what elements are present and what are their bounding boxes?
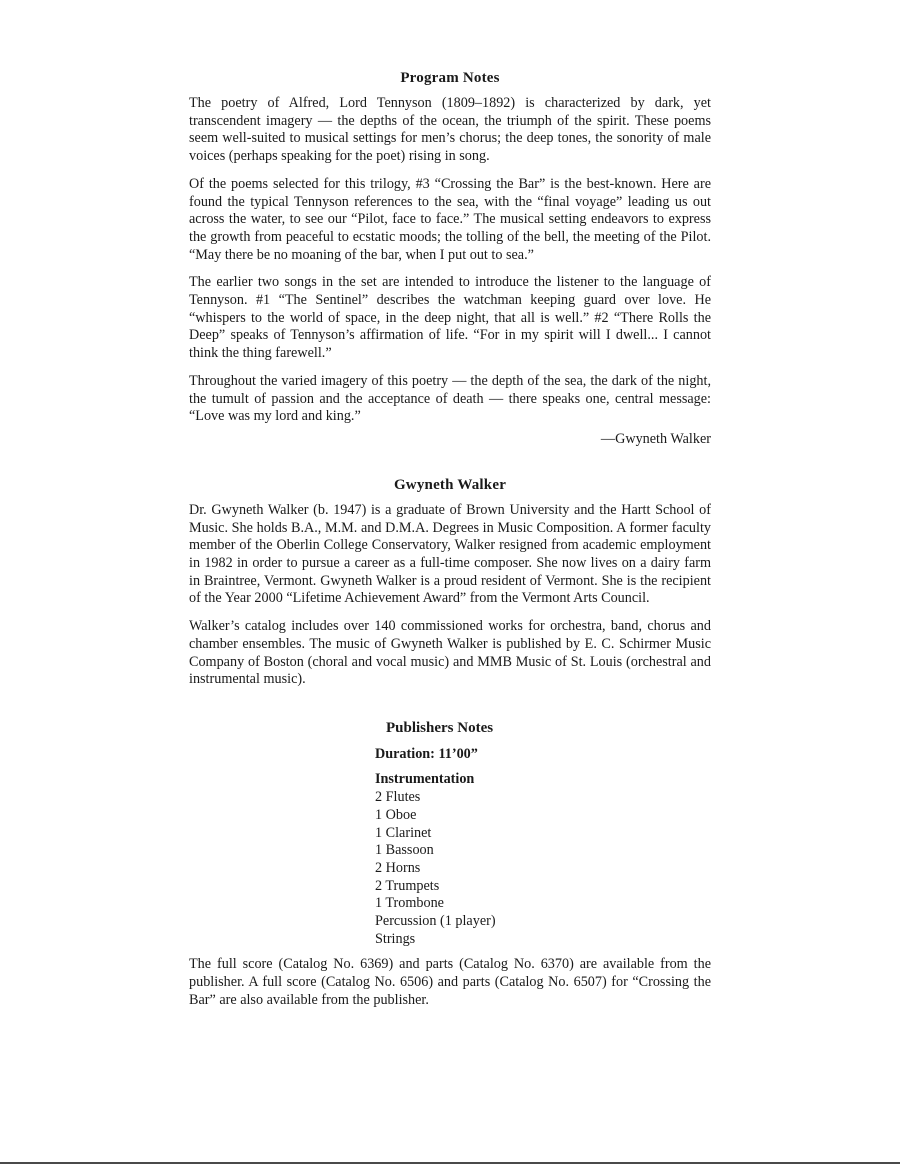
document-page [189, 70, 711, 1020]
biography-paragraph: Walker’s catalog includes over 140 commissioned works for orchestra, band, chorus and chamber ensembles. The music of Gwyneth Walker is published by E. C. Schirmer Music Company of Boston (choral and vocal music) and MMB Music of St. Louis (orchestral and instrumental music). [189, 618, 711, 688]
instrument-item: 1 Trombone [375, 895, 444, 912]
instrument-item: 1 Bassoon [375, 842, 434, 859]
program-notes-paragraph: Throughout the varied imagery of this poetry — the depth of the sea, the dark of the night, the tumult of passion and the acceptance of death — there speaks one, central message: “Love was my lord and king.” [189, 372, 711, 425]
instrument-list [375, 789, 711, 948]
biography-paragraph: Dr. Gwyneth Walker (b. 1947) is a graduate of Brown University and the Hartt School of Music. She holds B.A., M.M. and D.M.A. Degrees in Music Composition. A former faculty member of the Oberlin College Conservatory, Walker resigned from academic employment in 1982 in order to pursue a career as a full-time composer. She now lives on a dairy farm in Braintree, Vermont. Gwyneth Walker is a proud resident of Vermont. She is the recipient of the Year 2000 “Lifetime Achievement Award” from the Vermont Arts Council. [189, 501, 711, 607]
program-notes-heading: Program Notes [400, 70, 500, 86]
author-signature: —Gwyneth Walker [600, 430, 711, 447]
publishers-notes-heading: Publishers Notes [386, 719, 494, 736]
instrument-item: Percussion (1 player) [375, 913, 496, 930]
program-notes-section [189, 70, 711, 448]
program-notes-paragraph: Of the poems selected for this trilogy, #3 “Crossing the Bar” is the best-known. Here are found the typical Tennyson references to the sea, with the “final voyage” leading us out across the water, to see our “Pilot, face to face.” The musical setting endeavors to express the growth from peaceful to ecstatic moods; the tolling of the bell, the meeting of the Pilot. “May there be no moaning of the bar, when I put out to sea.” [189, 175, 711, 263]
duration-label: Duration: 11’00” [375, 745, 478, 762]
program-notes-paragraph: The earlier two songs in the set are intended to introduce the listener to the language of Tennyson. #1 “The Sentinel” describes the watchman keeping guard over love. He “whispers to the world of space, in the deep night, that all is well.” #2 “There Rolls the Deep” speaks of Tennyson’s affirmation of life. “For in my spirit will I dwell... I cannot think the thing farewell.” [189, 274, 711, 362]
instrumentation-heading: Instrumentation [375, 771, 475, 788]
availability-paragraph: The full score (Catalog No. 6369) and parts (Catalog No. 6370) are available from the publisher. A full score (Catalog No. 6506) and parts (Catalog No. 6507) for “Crossing the Bar” are also available from the publisher. [189, 956, 711, 1008]
instrument-item: 2 Trumpets [375, 877, 440, 894]
instrument-item: 2 Flutes [375, 789, 421, 806]
biography-heading: Gwyneth Walker [393, 476, 507, 493]
program-notes-paragraph: The poetry of Alfred, Lord Tennyson (1809–1892) is characterized by dark, yet transcendent imagery — the depths of the ocean, the triumph of the spirit. These poems seem well-suited to musical settings for men’s chorus; the deep tones, the sonority of male voices (perhaps speaking for the poet) rising in song. [189, 95, 711, 165]
publishers-notes-section [189, 720, 711, 1010]
instrument-item: 2 Horns [375, 859, 421, 876]
biography-section [189, 477, 711, 689]
instrument-item: Strings [375, 930, 416, 947]
instrument-item: 1 Clarinet [375, 824, 432, 841]
instrument-item: 1 Oboe [375, 806, 417, 823]
publishers-notes-block [375, 720, 711, 948]
